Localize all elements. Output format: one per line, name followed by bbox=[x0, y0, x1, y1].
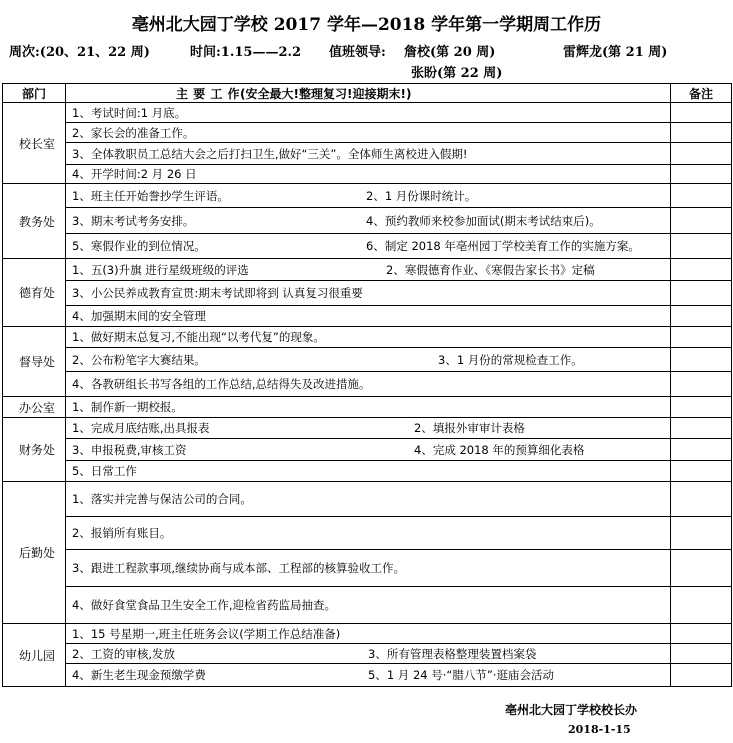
issuing-office: 亳州北大园丁学校校长办 bbox=[505, 703, 638, 717]
table-row bbox=[3, 143, 732, 165]
work-cell bbox=[66, 624, 671, 644]
table-body bbox=[3, 103, 732, 687]
header-note: 备注 bbox=[671, 84, 732, 103]
table-row bbox=[3, 208, 732, 234]
table-row bbox=[3, 184, 732, 208]
work-cell bbox=[66, 259, 671, 281]
work-item: 6、制定 2018 年亳州园丁学校美育工作的实施方案。 bbox=[366, 239, 640, 253]
note-cell bbox=[671, 517, 732, 550]
header-main-label: 主 要 工 作 bbox=[176, 86, 241, 101]
dept-cell: 财务处 bbox=[3, 418, 66, 482]
work-cell bbox=[66, 234, 671, 259]
work-item: 3、期末考试考务安排。 bbox=[72, 213, 195, 228]
work-calendar-table bbox=[2, 83, 732, 687]
work-cell bbox=[66, 184, 671, 208]
note-cell bbox=[671, 550, 732, 587]
table-row bbox=[3, 397, 732, 418]
work-item: 5、日常工作 bbox=[72, 464, 137, 478]
work-item: 4、做好食堂食品卫生安全工作,迎检省药监局抽查。 bbox=[72, 598, 336, 612]
dept-cell: 办公室 bbox=[3, 397, 66, 418]
note-cell bbox=[671, 123, 732, 143]
note-cell bbox=[671, 372, 732, 397]
leader-week20: 詹校(第 20 周) bbox=[404, 45, 496, 60]
note-cell bbox=[671, 208, 732, 234]
work-item: 4、预约教师来校参加面试(期末考试结束后)。 bbox=[366, 213, 601, 228]
table-row bbox=[3, 587, 732, 624]
issue-date: 2018-1-15 bbox=[568, 723, 631, 736]
work-item: 1、制作新一期校报。 bbox=[72, 400, 183, 414]
work-item: 3、申报税费,审核工资 bbox=[72, 442, 187, 457]
table-header-row bbox=[3, 84, 732, 103]
table-row bbox=[3, 165, 732, 184]
work-cell bbox=[66, 123, 671, 143]
note-cell bbox=[671, 587, 732, 624]
table-row bbox=[3, 517, 732, 550]
work-cell bbox=[66, 281, 671, 306]
work-item: 2、填报外审审计表格 bbox=[414, 421, 525, 435]
header-main-work bbox=[66, 84, 671, 103]
dept-cell: 教务处 bbox=[3, 184, 66, 259]
work-item: 1、15 号星期一,班主任班务会议(学期工作总结准备) bbox=[72, 626, 341, 641]
table-row bbox=[3, 644, 732, 664]
work-item: 4、各教研组长书写各组的工作总结,总结得失及改进措施。 bbox=[72, 377, 371, 391]
work-item: 3、全体教职员工总结大会之后打扫卫生,做好“三关”。全体师生离校进入假期! bbox=[72, 146, 468, 161]
work-cell bbox=[66, 517, 671, 550]
table-row bbox=[3, 461, 732, 482]
note-cell bbox=[671, 259, 732, 281]
work-item: 2、1 月份课时统计。 bbox=[366, 188, 477, 203]
work-cell bbox=[66, 587, 671, 624]
document-title: 亳州北大园丁学校 2017 学年—2018 学年第一学期周工作历 bbox=[131, 15, 602, 35]
work-cell bbox=[66, 372, 671, 397]
work-item: 4、加强期末间的安全管理 bbox=[72, 309, 206, 323]
work-cell bbox=[66, 103, 671, 123]
table-row bbox=[3, 482, 732, 517]
work-item: 5、1 月 24 号·“腊八节”·逛庙会活动 bbox=[368, 668, 554, 682]
work-cell bbox=[66, 143, 671, 165]
note-cell bbox=[671, 184, 732, 208]
table-row bbox=[3, 439, 732, 461]
work-cell bbox=[66, 208, 671, 234]
work-item: 4、开学时间:2 月 26 日 bbox=[72, 167, 197, 181]
work-item: 1、班主任开始誊抄学生评语。 bbox=[72, 188, 229, 203]
work-cell bbox=[66, 327, 671, 348]
leader-week22: 张盼(第 22 周) bbox=[411, 66, 503, 81]
table-row bbox=[3, 550, 732, 587]
work-cell bbox=[66, 482, 671, 517]
work-cell bbox=[66, 348, 671, 372]
note-cell bbox=[671, 327, 732, 348]
work-item: 2、家长会的准备工作。 bbox=[72, 125, 195, 140]
work-item: 3、1 月份的常规检查工作。 bbox=[438, 352, 583, 367]
work-cell bbox=[66, 550, 671, 587]
table-row bbox=[3, 418, 732, 439]
dept-cell: 后勤处 bbox=[3, 482, 66, 624]
work-cell bbox=[66, 664, 671, 687]
header-dept: 部门 bbox=[3, 84, 66, 103]
note-cell bbox=[671, 624, 732, 644]
work-item: 1、落实并完善与保洁公司的合同。 bbox=[72, 492, 252, 506]
work-cell bbox=[66, 439, 671, 461]
work-item: 1、完成月底结账,出具报表 bbox=[72, 421, 210, 435]
work-cell bbox=[66, 461, 671, 482]
note-cell bbox=[671, 306, 732, 327]
table-row bbox=[3, 123, 732, 143]
work-cell bbox=[66, 397, 671, 418]
work-item: 1、做好期末总复习,不能出现“以考代复”的现象。 bbox=[72, 330, 325, 344]
table-row bbox=[3, 348, 732, 372]
work-item: 4、新生老生现金预缴学费 bbox=[72, 668, 206, 682]
table-row bbox=[3, 664, 732, 687]
work-cell bbox=[66, 644, 671, 664]
note-cell bbox=[671, 348, 732, 372]
table-row bbox=[3, 624, 732, 644]
note-cell bbox=[671, 397, 732, 418]
note-cell bbox=[671, 234, 732, 259]
note-cell bbox=[671, 482, 732, 517]
table-row bbox=[3, 281, 732, 306]
table-row bbox=[3, 259, 732, 281]
table-row bbox=[3, 234, 732, 259]
weeks-label: 周次:(20、21、22 周) bbox=[9, 45, 150, 60]
dept-cell: 督导处 bbox=[3, 327, 66, 397]
work-item: 4、完成 2018 年的预算细化表格 bbox=[414, 442, 585, 457]
table-row bbox=[3, 372, 732, 397]
dept-cell: 德育处 bbox=[3, 259, 66, 327]
note-cell bbox=[671, 165, 732, 184]
table-row bbox=[3, 327, 732, 348]
work-item: 1、五(3)升旗 进行星级班级的评选 bbox=[72, 262, 249, 277]
note-cell bbox=[671, 281, 732, 306]
note-cell bbox=[671, 461, 732, 482]
note-cell bbox=[671, 644, 732, 664]
table-row bbox=[3, 306, 732, 327]
work-cell bbox=[66, 418, 671, 439]
work-item: 3、所有管理表格整理装置档案袋 bbox=[368, 646, 537, 661]
work-item: 3、跟进工程款事项,继续协商与成本部、工程部的核算验收工作。 bbox=[72, 561, 405, 575]
dept-cell: 幼儿园 bbox=[3, 624, 66, 687]
work-item: 2、公布粉笔字大赛结果。 bbox=[72, 352, 206, 367]
leader-week21: 雷辉龙(第 21 周) bbox=[563, 45, 668, 60]
work-item: 1、考试时间:1 月底。 bbox=[72, 105, 187, 120]
work-item: 2、工资的审核,发放 bbox=[72, 646, 175, 661]
work-item: 3、小公民养成教育宣贯:期末考试即将到 认真复习很重要 bbox=[72, 286, 363, 300]
header-slogan: (安全最大!整理复习!迎接期末!) bbox=[240, 86, 412, 101]
note-cell bbox=[671, 439, 732, 461]
work-cell bbox=[66, 306, 671, 327]
work-item: 5、寒假作业的到位情况。 bbox=[72, 239, 206, 253]
note-cell bbox=[671, 103, 732, 123]
work-item: 2、寒假德育作业、《寒假告家长书》定稿 bbox=[386, 262, 595, 277]
note-cell bbox=[671, 664, 732, 687]
work-cell bbox=[66, 165, 671, 184]
note-cell bbox=[671, 143, 732, 165]
leader-label: 值班领导: bbox=[329, 45, 386, 60]
dept-cell: 校长室 bbox=[3, 103, 66, 184]
note-cell bbox=[671, 418, 732, 439]
table-row bbox=[3, 103, 732, 123]
work-item: 2、报销所有账目。 bbox=[72, 526, 172, 540]
time-label: 时间:1.15——2.2 bbox=[190, 45, 302, 60]
